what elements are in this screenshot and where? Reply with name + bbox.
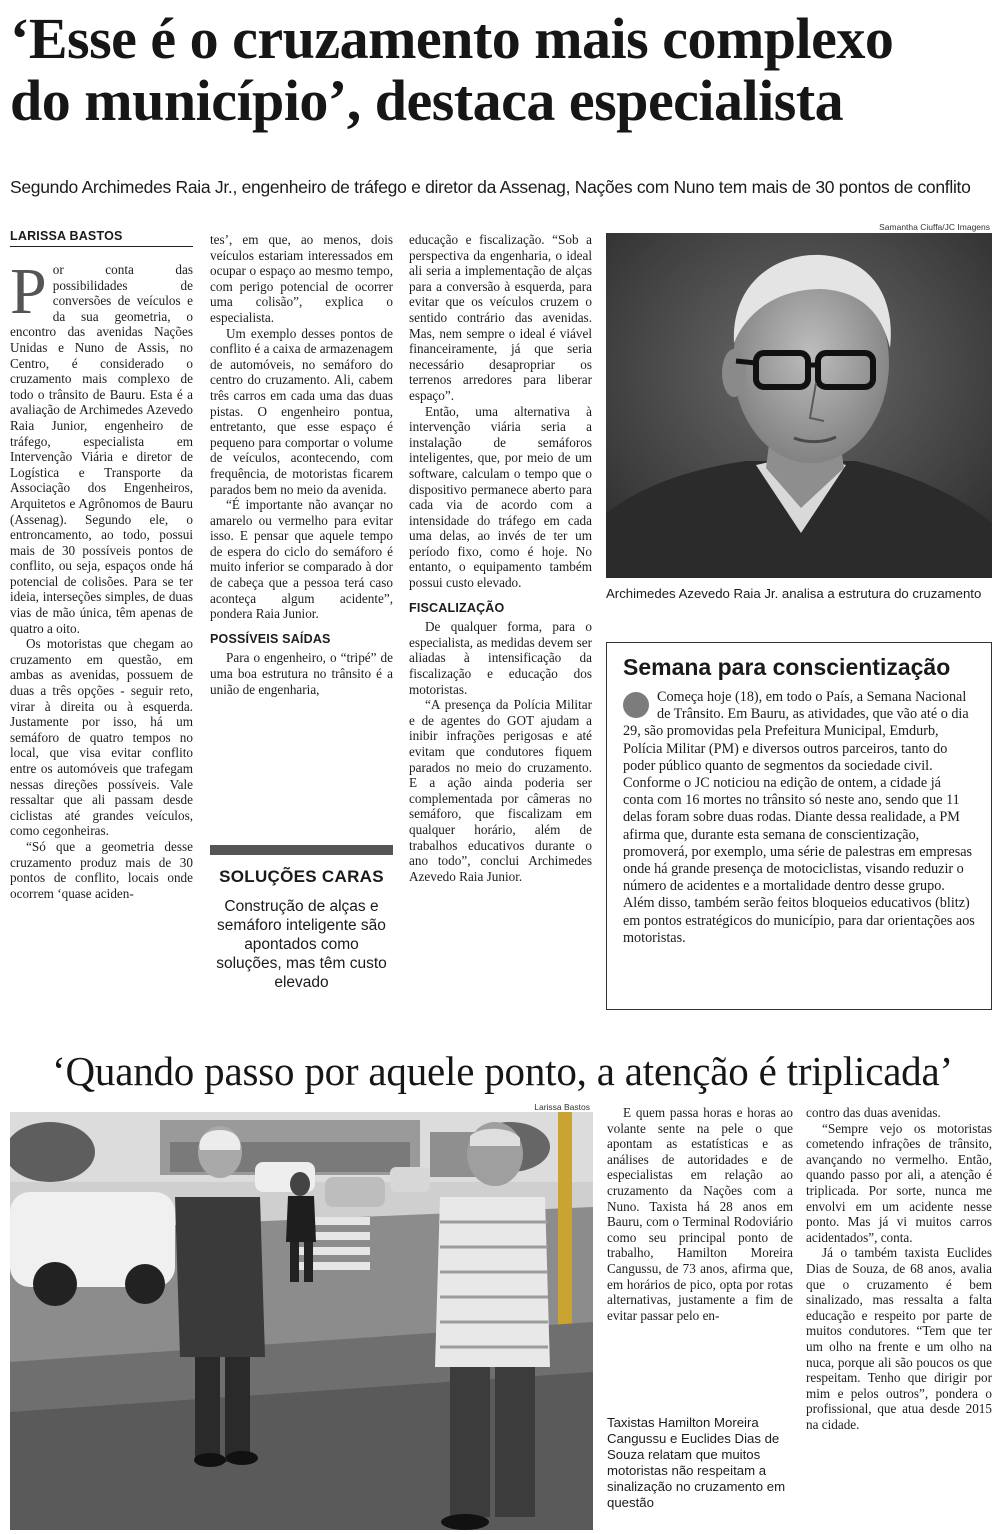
portrait-illustration	[606, 233, 992, 578]
street-photo	[10, 1112, 593, 1530]
paragraph: Então, uma alternativa à intervenção viária seria a instalação de semáforos inteligentes, que, por meio de um software, calculam o tempo que o dispositivo permanece aberto para cada via de acordo com a intensidade do tráfego em cada uma delas, ao invés de ter um período fixo, como é hoje. No entanto, o equipamento também possui custo elevado.	[409, 403, 592, 591]
photo-credit: Samantha Ciuffa/JC Imagens	[879, 222, 990, 232]
pull-quote-text: Construção de alças e semáforo inteligente são apontados como soluções, mas têm custo elevado	[216, 898, 387, 991]
photo-caption-2: Taxistas Hamilton Moreira Cangussu e Euclides Dias de Souza relatam que muitos motoristas não respeitam a sinalização no cruzamento em questão	[607, 1415, 786, 1510]
paragraph: Para o engenheiro, o “tripé” de uma boa estrutura no trânsito é a união de engenharia,	[210, 650, 393, 697]
paragraph: De qualquer forma, para o especialista, as medidas devem ser aliadas à intensificação da fiscalização e educação dos motoristas.	[409, 619, 592, 697]
article-column-2	[210, 232, 393, 697]
paragraph: contro das duas avenidas.	[806, 1105, 941, 1120]
pull-quote-title: SOLUÇÕES CARAS	[219, 867, 384, 886]
paragraph: educação e fiscalização. “Sob a perspectiva da engenharia, o ideal ali seria a implementação de alças para a conversão à esquerda, para evitar que os veículos cruzem o sentido contrário das avenidas. Mas, nem sempre o ideal é viável financeiramente, já que seria necessário desapropriar os terrenos arredores para liberar espaço”.	[409, 232, 592, 403]
bullet-dot-icon	[623, 692, 649, 718]
headline-2: ‘Quando passo por aquele ponto, a atenção é triplicada’	[52, 1048, 953, 1094]
article2-column-1	[607, 1105, 793, 1323]
pull-quote	[210, 845, 393, 1000]
paragraph: “A presença da Polícia Militar e de agentes do GOT ajudam a inibir infrações perigosas e até evitam que condutores fiquem parados no meio do cruzamento. E a ação ainda poderia ser complementada por câmeras no semáforo, que fiscalizam em qualquer horário, além de trabalhos educativos durante o ano todo”, conclui Archimedes Azevedo Raia Junior.	[409, 697, 592, 884]
headline-line-1: ‘Esse é o cruzamento mais complexo	[10, 6, 894, 71]
article2-column-2	[806, 1105, 992, 1432]
photo-credit-2: Larissa Bastos	[534, 1102, 590, 1112]
headline	[10, 8, 995, 132]
street-illustration	[10, 1112, 593, 1530]
subheadline: Segundo Archimedes Raia Jr., engenheiro de tráfego e diretor da Assenag, Nações com Nuno tem mais de 30 pontos de conflito	[10, 177, 971, 197]
sidebar-box	[606, 642, 992, 1010]
paragraph: Os motoristas que chegam ao cruzamento em questão, em ambas as avenidas, possuem de duas a três opções - seguir reto, virar à direita ou à esquerda. Justamente por isso, há um semáforo de quatro tempos no local, que visa evitar conflito entre os automóveis que trafegam nessas direções possíveis. Vale ressaltar que ali passam desde ciclistas até grandes veículos, como cegonheiras.	[10, 636, 193, 839]
dropcap: P	[10, 255, 47, 328]
article-column-1	[10, 255, 193, 901]
paragraph: “Sempre vejo os motoristas cometendo infrações de trânsito, avançando no vermelho. Então, quando passo por ali, a atenção é triplicada. Por sorte, nunca me envolvi em um acidente nesse ponto. Mas já vi muitos carros acidentados”, conta.	[806, 1120, 992, 1245]
paragraph: E quem passa horas e horas ao volante sente na pele o que apontam as estatísticas e as análises de autoridades e de especialistas em relação ao cruzamento da Nações com a Nuno. Taxista há 28 anos em Bauru, com o Terminal Rodoviário como seu principal ponto de trabalho, Hamilton Moreira Cangussu, de 73 anos, afirma que, em horários de pico, opta por rotas alternativas, justamente a fim de evitar passar pelo en-	[607, 1105, 793, 1323]
paragraph: tes’, em que, ao menos, dois veículos estariam interessados em ocupar o espaço ao mesmo tempo, com perigo potencial de ocorrer uma colisão”, explica o especialista.	[210, 232, 393, 325]
pull-quote-bar	[210, 845, 393, 855]
section-subhead: POSSÍVEIS SAÍDAS	[210, 631, 331, 646]
paragraph: or conta das possibilidades de conversões de veículos e da sua geometria, o encontro das avenidas Nações Unidas e Nuno de Assis, no Centro, é considerado o cruzamento mais complexo de todo o trânsito de Bauru. Esta é a avaliação de Archimedes Azevedo Raia Junior, engenheiro de tráfego, especialista em Intervenção Viária e diretor de Logística e Transporte da Associação dos Engenheiros, Arquitetos e Agrônomos de Bauru (Assenag). Segundo ele, o entroncamento, ao todo, possui mais de 30 possíveis pontos de conflito, ou seja, espaços onde há potencial de colisões. Para se ter ideia, interseções simples, de duas vias de mão única, têm apenas de quatro a oito.	[10, 262, 193, 636]
paragraph: Já o também taxista Euclides Dias de Souza, de 68 anos, avalia que o cruzamento é bem sinalizado, mas ressalta a falta educação e respeito por parte de muitos condutores. “Tem que ter um olho na frente e um olho na nuca, porque ali são poucos os que respeitam. Tenho que dirigir por mim e pelos outros”, pondera o profissional, que atua desde 2015 na cidade.	[806, 1245, 992, 1432]
paragraph: Um exemplo desses pontos de conflito é a caixa de armazenagem de automóveis, no semáforo do centro do cruzamento. Ali, cabem três carros em cada uma das duas pistas. O engenheiro pontua, entretanto, que esse espaço é pequeno para comportar o volume de veículos, acontecendo, com frequência, de motoristas ficarem parados bem no meio da avenida.	[210, 325, 393, 497]
sidebar-paragraph: Além disso, também serão feitos bloqueios educativos (blitz) em pontos estratégicos do município, para dar orientações aos motoristas.	[623, 895, 975, 946]
paragraph: “É importante não avançar no amarelo ou vermelho para evitar isso. E pensar que aquele tempo de espera do ciclo do semáforo é muito inferior se comparado à dor de cabeça que a pessoa terá caso aconteça algum acidente”, pondera Raia Junior.	[210, 497, 393, 622]
portrait-photo	[606, 233, 992, 578]
article-column-3	[409, 232, 592, 884]
headline-line-2: do município’, destaca especialista	[10, 68, 844, 133]
paragraph: “Só que a geometria desse cruzamento produz mais de 30 pontos de conflito, locais onde ocorrem ‘quase aciden-	[10, 838, 193, 901]
sidebar-paragraph: Começa hoje (18), em todo o País, a Semana Nacional de Trânsito. Em Bauru, as atividades, que vão até o dia 29, são promovidas pela Prefeitura Municipal, Emdurb, Polícia Militar (PM) e diversos outros parceiros, tanto do poder público quanto de segmentos da sociedade civil.	[623, 689, 969, 774]
byline: LARISSA BASTOS	[10, 229, 193, 247]
sidebar-paragraph: Conforme o JC noticiou na edição de ontem, a cidade já conta com 16 mortes no trânsito só neste ano, sendo que 11 delas foram sobre duas rodas. Diante dessa realidade, a PM afirma que, durante esta semana de conscientização, promoverá, por exemplo, uma série de palestras em empresas onde há grande presença de motociclistas, visando reduzir o número de acidentes e a mortalidade dentro desse grupo.	[623, 775, 973, 895]
photo-caption: Archimedes Azevedo Raia Jr. analisa a estrutura do cruzamento	[606, 586, 982, 601]
section-subhead: FISCALIZAÇÃO	[409, 600, 505, 615]
sidebar-title: Semana para conscientização	[623, 654, 951, 680]
